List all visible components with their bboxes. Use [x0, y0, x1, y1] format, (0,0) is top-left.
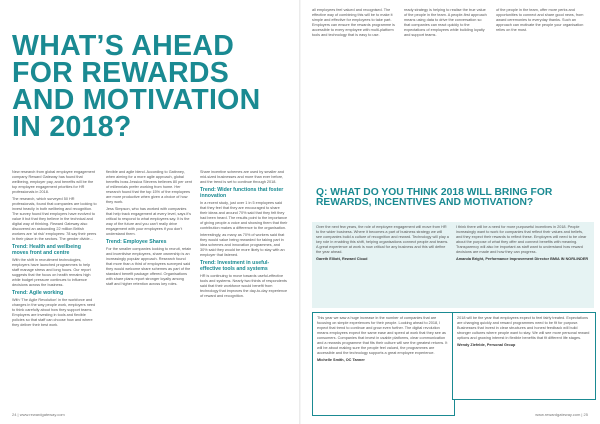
subheading-innovation: Trend: Wider functions that foster innovation [200, 187, 284, 199]
quote-box-2 [452, 222, 594, 308]
quote-text: This year we saw a huge increase in the number of companies that are focusing on simple experiences for their people. Looking ahead to 2018, I expect that trend to continue and grow even further. The digital revolution means employees expect the same ease and speed at work that they see as consumers. Companies that invest in usable platforms, clear communication and a rewards programme that fits their culture will see the greatest returns. It will be about making sure the people feel valued, the programmes are accessible and the technology supports a great employee experience. [317, 316, 448, 355]
question-heading: Q: WHAT DO YOU THINK 2018 WILL BRING FOR REWARDS, INCENTIVES AND MOTIVATION? [316, 187, 553, 208]
subheading-agile: Trend: Agile working [12, 290, 64, 296]
right-page-footer: www.rewardgateway.com | 25 [535, 412, 588, 417]
body-paragraph: all employees feel valued and recognised. The effective way of combining this will be to make it simple and effective for employees to take part. Employers can ensure the rewards programme is accessible to every employee with multi-platform tools and technology that is easy to use. [312, 8, 395, 37]
right-top-column-1 [312, 8, 396, 40]
body-paragraph: Interestingly, as many as 70% of workers said that they would value being rewarded for taking part in idea schemes and innovation programmes, and 30% said they would be more likely to stay with an employer that listened. [200, 233, 285, 257]
subheading-shares: Trend: Employee Shares [106, 239, 167, 245]
quote-attribution: Gareth Elliott, Reward Cloud [316, 257, 368, 261]
quote-text: 2018 will be the year that employees expect to feel fairly treated. Expectations are changing quickly and reward programmes need to be fit for purpose. Businesses that invest in clear structures and honest feedback will build stronger cultures where people want to stay. We will see more personal reward options and growing interest in flexible benefits that fit different life stages. [457, 316, 590, 340]
title-line-3: AND MOTIVATION [12, 84, 261, 116]
body-paragraph: of the people in the team, offer more perks and opportunities to connect and share good news, from award ceremonies to everyday thanks. Such an approach can motivate the people your organisation relies on the most. [496, 8, 584, 32]
quote-attribution: Amanda Bright, Performance Improvement Director BMIA IN NORLINDER [456, 257, 589, 261]
quote-box-1 [312, 222, 453, 308]
body-paragraph: With the shift in recruitment technologies, employers have launched programmes to help staff manage stress and long hours. Our report suggests that the focus on health remains high while budget pressure continues to influence decisions across the business. [12, 258, 91, 287]
body-paragraph: For the smaller companies looking to recruit, retain and incentivise employees, share ownership is an increasingly popular approach. Research found that more than a third of employees surveyed said they would welcome share schemes as part of the standard benefit package offered. Organisations with share plans report stronger loyalty among staff and higher retention across key roles. [106, 247, 192, 286]
left-column-1 [12, 170, 98, 330]
quote-text: I think there will be a need for more purposeful incentives in 2018. People increasingly want to work for companies that reflect their values and beliefs, and they expect their rewards to reflect these. Employers will need to be clear about the purpose of what they offer and connect benefits with meaning. Transparency will also be important as staff want to understand how reward decisions are made and how they can progress. [456, 225, 587, 254]
body-paragraph: HR is continuing to move towards useful-effective tools and systems. Nearly two thirds of respondents said that their workforce would benefit from technology that improves the day-to-day experience of reward and recognition. [200, 274, 288, 298]
body-paragraph: Share incentive schemes are used by smaller and mid-sized businesses and more than ever before, and the trend is set to continue through 2018. [200, 170, 284, 184]
subheading-tools: Trend: Investment in useful-effective tools and systems [200, 260, 270, 272]
right-top-column-2 [404, 8, 488, 40]
title-line-1: WHAT’S AHEAD [12, 30, 235, 62]
right-top-column-3 [496, 8, 586, 35]
body-paragraph: Jess Simpson, who has worked with companies that help track engagement at every level, says it’s critical to respond to what employees say. It is the way of the future and you can’t really drive engagement with your employees if you don’t understand them. [106, 207, 191, 236]
intro-paragraph: New research from global employee engagement company Reward Gateway has found that wellbeing, employer pay, and benefits will be the top employee engagement priorities for HR professionals in 2018. [12, 170, 95, 194]
article-title [12, 30, 297, 143]
quote-text: Over the next few years, the role of employee engagement will move from HR to the wider business. Where it becomes a part of business strategy we will see companies build a culture of recognition and reward. Technology will play a key role in enabling this shift, helping organisations connect people and teams. A great experience at work is now critical for any business and this will define the year ahead. [316, 225, 449, 254]
left-column-3 [200, 170, 288, 301]
right-page [300, 0, 600, 424]
quote-box-4 [452, 312, 596, 400]
body-paragraph: The research, which surveyed 50 HR professionals, found that companies are looking to invest heavily in both wellbeing and recognition. The survey found that employers have evolved to value it but that they believe in the technical and digital way of thinking. Reward Gateway also discovered an astounding 22 million British workers are ‘at risk’ employees: 78 say their peers in their place in the sectors. The gender divide... [12, 197, 97, 241]
body-paragraph: ready strategy is helping to realise the true value of the people in the team. A people-first approach means using data to drive the conversation so that companies can react quickly to the expectations of employees while building loyalty and support teams. [404, 8, 487, 37]
quote-attribution: Wendy Ziefelde, Personal Group [457, 343, 516, 347]
title-line-4: IN 2018? [12, 111, 132, 143]
body-paragraph: With ‘The Agile Revolution’ in the workforce and changes in the way people work, employers need to think carefully about how they support teams. Employers are investing in tools and flexible policies so that staff can choose how and where they deliver their best work. [12, 298, 96, 327]
title-line-2: FOR REWARDS [12, 57, 230, 89]
left-column-2 [106, 170, 192, 289]
body-paragraph: In a recent study, just over 1 in 5 employees said that they feel that they are encouraged to share their ideas and around 70% said that they felt they had been heard. The results point to the importance of giving people a voice and showing them that their contribution makes a difference to the organisation. [200, 201, 288, 230]
body-paragraph: flexible and agile blend. According to Gatinney, when aiming for a more agile approach, global benefits boss Jessica Stevens believes 80 per cent of millennials prefer working from home. Her research found that the top 15% of the employees are more productive when given a choice of how they work. [106, 170, 192, 204]
subheading-wellbeing: Trend: Health and wellbeing moves front and centre [12, 244, 81, 256]
left-page-footer: 24 | www.rewardgateway.com [12, 412, 65, 417]
quote-attribution: Michelle Smith, OC Tanner [317, 358, 365, 362]
quote-box-3 [312, 312, 455, 416]
